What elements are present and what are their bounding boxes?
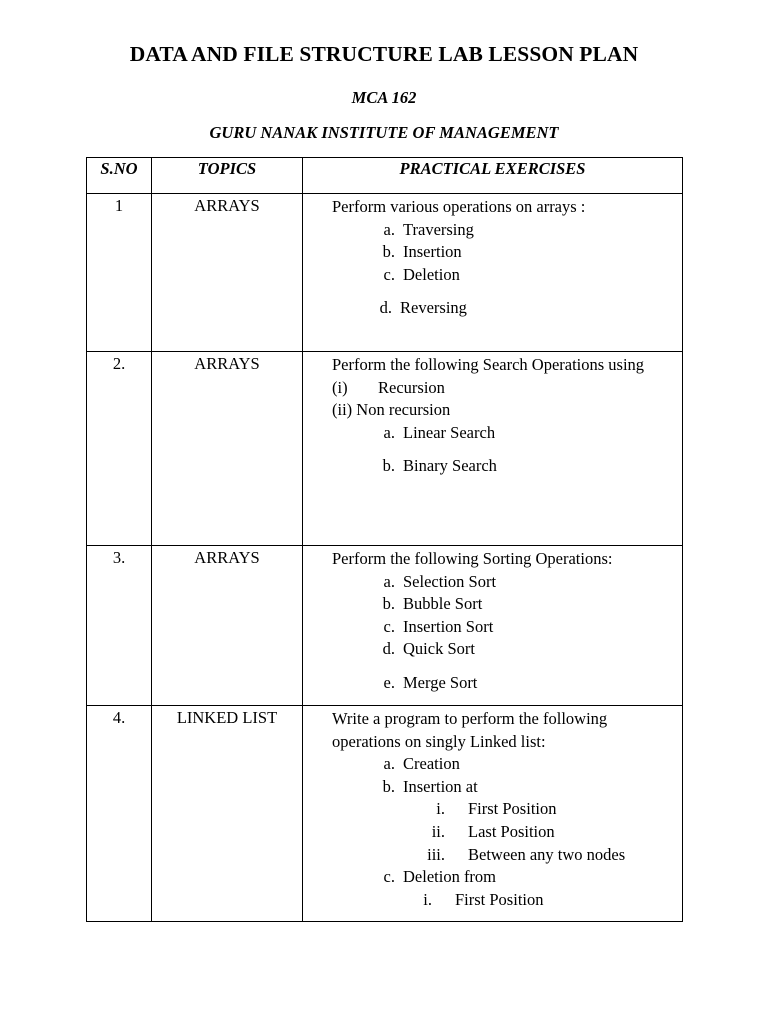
list-item: a. Selection Sort (383, 571, 497, 591)
row-topic: ARRAYS (152, 194, 303, 352)
row-sno: 3. (87, 546, 152, 706)
row-exercises (303, 352, 683, 546)
exercise-intro: Perform various operations on arrays : (332, 197, 586, 216)
list-item: b. Binary Search (382, 456, 497, 476)
row-topic: ARRAYS (152, 546, 303, 706)
lesson-plan-table (86, 157, 683, 922)
list-item: (i) Recursion (332, 377, 445, 397)
list-item: a. Creation (383, 754, 460, 774)
list-item: iii. Between any two nodes (427, 844, 626, 864)
list-item: b. Bubble Sort (382, 594, 483, 614)
header-exercises: PRACTICAL EXERCISES (303, 158, 683, 194)
row-exercises (303, 194, 683, 352)
table-row (87, 546, 683, 706)
exercise-intro: Perform the following Search Operations using (332, 355, 645, 374)
list-item: e. Merge Sort (383, 672, 478, 692)
row-sno: 1 (87, 194, 152, 352)
list-item: i. First Position (436, 799, 557, 819)
row-exercises (303, 706, 683, 922)
table-row (87, 706, 683, 922)
institute-name: GURU NANAK INSTITUTE OF MANAGEMENT (209, 123, 559, 142)
list-item: a. Traversing (383, 219, 474, 239)
list-item: ii. Last Position (431, 821, 555, 841)
row-sno: 4. (87, 706, 152, 922)
exercise-intro: Write a program to perform the following (332, 709, 608, 728)
list-item: d. Quick Sort (382, 639, 475, 659)
header-sno: S.NO (87, 158, 152, 194)
list-item: (ii) Non recursion (332, 400, 451, 420)
list-item: c. Deletion (383, 264, 460, 284)
row-exercises (303, 546, 683, 706)
list-item: c. Insertion Sort (383, 616, 494, 636)
list-item: b. Insertion (382, 242, 462, 262)
list-item: b. Insertion at (382, 776, 478, 796)
row-topic: ARRAYS (152, 352, 303, 546)
table-header-row (87, 158, 683, 194)
header-topics: TOPICS (152, 158, 303, 194)
exercise-intro: Perform the following Sorting Operations: (332, 549, 613, 568)
table-row (87, 194, 683, 352)
course-code: MCA 162 (351, 88, 417, 107)
table-row (87, 352, 683, 546)
row-topic: LINKED LIST (152, 706, 303, 922)
list-item: i. First Position (423, 889, 544, 909)
exercise-intro: operations on singly Linked list: (332, 731, 546, 751)
list-item: c. Deletion from (383, 867, 497, 887)
document-title: DATA AND FILE STRUCTURE LAB LESSON PLAN (129, 42, 639, 66)
list-item: d. Reversing (379, 298, 467, 318)
row-sno: 2. (87, 352, 152, 546)
list-item: a. Linear Search (383, 422, 496, 442)
